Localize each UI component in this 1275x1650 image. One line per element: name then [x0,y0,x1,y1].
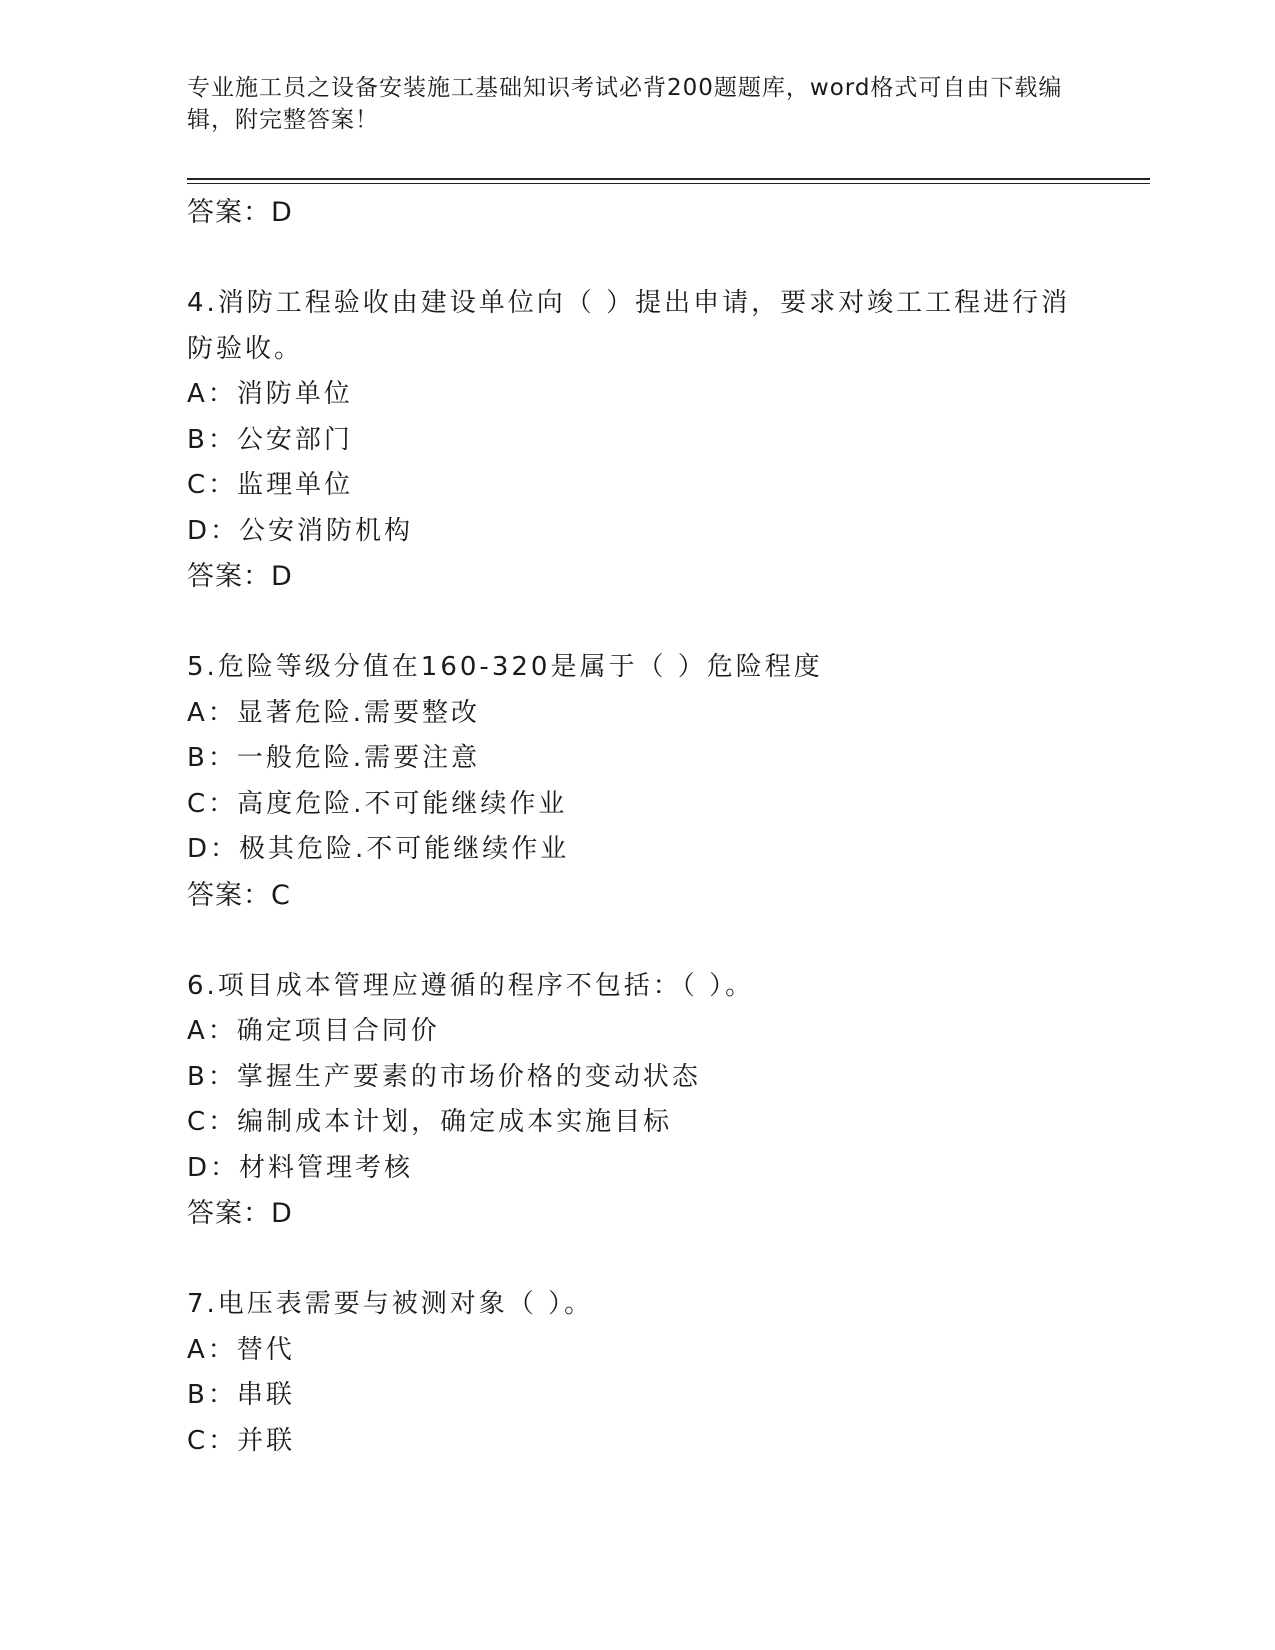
question-5 [187,645,1087,918]
question-4 [187,281,1087,600]
option-c: C：编制成本计划，确定成本实施目标 [187,1107,673,1137]
option-b: B：一般危险.需要注意 [187,743,481,773]
option-a: A：替代 [187,1334,295,1365]
page-header: 专业施工员之设备安装施工基础知识考试必背200题题库，word格式可自由下载编辑，附完整答案！ [187,75,1063,133]
option-c: C：高度危险.不可能继续作业 [187,788,568,819]
header-divider-thick [187,178,1150,180]
question-text: 4.消防工程验收由建设单位向（ ）提出申请，要求对竣工工程进行消防验收。 [187,288,1071,364]
question-7 [187,1282,1087,1464]
option-a: A：消防单位 [187,379,353,409]
question-text: 7.电压表需要与被测对象（ ）。 [187,1289,594,1319]
option-c: C：监理单位 [187,470,354,500]
answer-line: 答案：D [187,1198,293,1229]
answer-line: 答案：D [187,197,293,228]
option-d: D：极其危险.不可能继续作业 [187,834,570,864]
question-text: 6.项目成本管理应遵循的程序不包括：（ ）。 [187,970,755,1001]
option-b: B：掌握生产要素的市场价格的变动状态 [187,1061,701,1092]
answer-line: 答案：C [187,879,291,911]
option-a: A：显著危险.需要整改 [187,697,481,728]
option-d: D：公安消防机构 [187,515,414,546]
option-d: D：材料管理考核 [187,1152,414,1183]
question-list [187,190,1087,1464]
spacer [187,236,1087,282]
spacer [187,600,1087,646]
question-text: 5.危险等级分值在160-320是属于（ ）危险程度 [187,652,823,682]
answer-line: 答案：D [187,561,293,592]
header-divider-thin [187,183,1150,184]
option-a: A：确定项目合同价 [187,1016,440,1046]
option-b: B：公安部门 [187,424,353,455]
spacer [187,918,1087,964]
option-c: C：并联 [187,1425,296,1456]
question-6 [187,964,1087,1237]
spacer [187,1237,1087,1283]
option-b: B：串联 [187,1380,295,1410]
